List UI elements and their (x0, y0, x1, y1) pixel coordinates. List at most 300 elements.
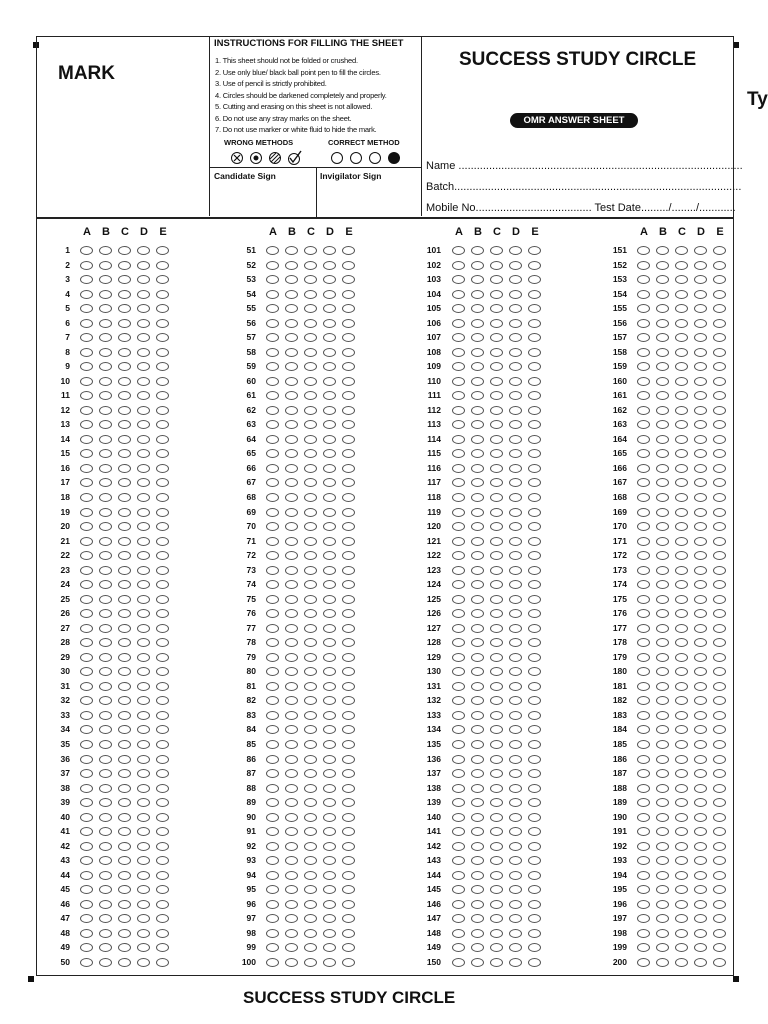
answer-bubble-186-a[interactable] (637, 755, 650, 764)
answer-bubble-92-b[interactable] (285, 842, 298, 851)
answer-bubble-133-e[interactable] (528, 711, 541, 720)
answer-bubble-140-d[interactable] (509, 813, 522, 822)
answer-bubble-102-a[interactable] (452, 261, 465, 270)
answer-bubble-146-e[interactable] (528, 900, 541, 909)
answer-bubble-200-d[interactable] (694, 958, 707, 967)
answer-bubble-20-a[interactable] (80, 522, 93, 531)
answer-bubble-53-b[interactable] (285, 275, 298, 284)
answer-bubble-92-e[interactable] (342, 842, 355, 851)
answer-bubble-158-d[interactable] (694, 348, 707, 357)
answer-bubble-121-c[interactable] (490, 537, 503, 546)
answer-bubble-68-c[interactable] (304, 493, 317, 502)
answer-bubble-142-b[interactable] (471, 842, 484, 851)
answer-bubble-25-d[interactable] (137, 595, 150, 604)
answer-bubble-40-d[interactable] (137, 813, 150, 822)
answer-bubble-54-c[interactable] (304, 290, 317, 299)
answer-bubble-125-b[interactable] (471, 595, 484, 604)
answer-bubble-129-a[interactable] (452, 653, 465, 662)
answer-bubble-103-c[interactable] (490, 275, 503, 284)
answer-bubble-162-e[interactable] (713, 406, 726, 415)
answer-bubble-179-c[interactable] (675, 653, 688, 662)
answer-bubble-177-b[interactable] (656, 624, 669, 633)
answer-bubble-119-a[interactable] (452, 508, 465, 517)
answer-bubble-150-c[interactable] (490, 958, 503, 967)
answer-bubble-170-b[interactable] (656, 522, 669, 531)
answer-bubble-118-d[interactable] (509, 493, 522, 502)
answer-bubble-18-c[interactable] (118, 493, 131, 502)
answer-bubble-36-e[interactable] (156, 755, 169, 764)
answer-bubble-21-d[interactable] (137, 537, 150, 546)
answer-bubble-158-e[interactable] (713, 348, 726, 357)
answer-bubble-29-e[interactable] (156, 653, 169, 662)
answer-bubble-10-c[interactable] (118, 377, 131, 386)
answer-bubble-73-b[interactable] (285, 566, 298, 575)
answer-bubble-114-e[interactable] (528, 435, 541, 444)
answer-bubble-194-a[interactable] (637, 871, 650, 880)
answer-bubble-196-a[interactable] (637, 900, 650, 909)
answer-bubble-20-c[interactable] (118, 522, 131, 531)
answer-bubble-12-d[interactable] (137, 406, 150, 415)
answer-bubble-60-c[interactable] (304, 377, 317, 386)
answer-bubble-52-b[interactable] (285, 261, 298, 270)
answer-bubble-81-e[interactable] (342, 682, 355, 691)
answer-bubble-183-e[interactable] (713, 711, 726, 720)
answer-bubble-98-c[interactable] (304, 929, 317, 938)
answer-bubble-152-c[interactable] (675, 261, 688, 270)
answer-bubble-6-b[interactable] (99, 319, 112, 328)
answer-bubble-98-e[interactable] (342, 929, 355, 938)
answer-bubble-198-b[interactable] (656, 929, 669, 938)
answer-bubble-12-b[interactable] (99, 406, 112, 415)
answer-bubble-75-e[interactable] (342, 595, 355, 604)
answer-bubble-29-d[interactable] (137, 653, 150, 662)
answer-bubble-140-c[interactable] (490, 813, 503, 822)
answer-bubble-175-c[interactable] (675, 595, 688, 604)
answer-bubble-200-e[interactable] (713, 958, 726, 967)
answer-bubble-42-c[interactable] (118, 842, 131, 851)
answer-bubble-100-d[interactable] (323, 958, 336, 967)
answer-bubble-75-a[interactable] (266, 595, 279, 604)
answer-bubble-38-c[interactable] (118, 784, 131, 793)
answer-bubble-190-e[interactable] (713, 813, 726, 822)
answer-bubble-142-e[interactable] (528, 842, 541, 851)
answer-bubble-100-a[interactable] (266, 958, 279, 967)
answer-bubble-110-e[interactable] (528, 377, 541, 386)
answer-bubble-21-e[interactable] (156, 537, 169, 546)
answer-bubble-129-c[interactable] (490, 653, 503, 662)
answer-bubble-125-d[interactable] (509, 595, 522, 604)
answer-bubble-94-d[interactable] (323, 871, 336, 880)
answer-bubble-35-d[interactable] (137, 740, 150, 749)
answer-bubble-102-c[interactable] (490, 261, 503, 270)
answer-bubble-151-c[interactable] (675, 246, 688, 255)
answer-bubble-186-c[interactable] (675, 755, 688, 764)
answer-bubble-131-a[interactable] (452, 682, 465, 691)
answer-bubble-31-c[interactable] (118, 682, 131, 691)
answer-bubble-179-a[interactable] (637, 653, 650, 662)
answer-bubble-121-d[interactable] (509, 537, 522, 546)
answer-bubble-153-d[interactable] (694, 275, 707, 284)
answer-bubble-164-d[interactable] (694, 435, 707, 444)
answer-bubble-56-b[interactable] (285, 319, 298, 328)
answer-bubble-8-b[interactable] (99, 348, 112, 357)
answer-bubble-66-d[interactable] (323, 464, 336, 473)
answer-bubble-138-b[interactable] (471, 784, 484, 793)
answer-bubble-16-c[interactable] (118, 464, 131, 473)
answer-bubble-83-b[interactable] (285, 711, 298, 720)
answer-bubble-66-e[interactable] (342, 464, 355, 473)
answer-bubble-62-c[interactable] (304, 406, 317, 415)
answer-bubble-19-e[interactable] (156, 508, 169, 517)
answer-bubble-153-e[interactable] (713, 275, 726, 284)
answer-bubble-123-a[interactable] (452, 566, 465, 575)
answer-bubble-190-c[interactable] (675, 813, 688, 822)
answer-bubble-1-a[interactable] (80, 246, 93, 255)
answer-bubble-4-e[interactable] (156, 290, 169, 299)
answer-bubble-85-b[interactable] (285, 740, 298, 749)
answer-bubble-10-a[interactable] (80, 377, 93, 386)
answer-bubble-171-c[interactable] (675, 537, 688, 546)
answer-bubble-18-a[interactable] (80, 493, 93, 502)
answer-bubble-136-a[interactable] (452, 755, 465, 764)
answer-bubble-160-d[interactable] (694, 377, 707, 386)
answer-bubble-8-e[interactable] (156, 348, 169, 357)
answer-bubble-19-d[interactable] (137, 508, 150, 517)
answer-bubble-156-b[interactable] (656, 319, 669, 328)
answer-bubble-64-c[interactable] (304, 435, 317, 444)
answer-bubble-151-d[interactable] (694, 246, 707, 255)
answer-bubble-56-d[interactable] (323, 319, 336, 328)
answer-bubble-127-b[interactable] (471, 624, 484, 633)
answer-bubble-170-e[interactable] (713, 522, 726, 531)
answer-bubble-123-d[interactable] (509, 566, 522, 575)
answer-bubble-48-a[interactable] (80, 929, 93, 938)
answer-bubble-181-d[interactable] (694, 682, 707, 691)
answer-bubble-100-b[interactable] (285, 958, 298, 967)
answer-bubble-90-e[interactable] (342, 813, 355, 822)
answer-bubble-171-e[interactable] (713, 537, 726, 546)
answer-bubble-148-c[interactable] (490, 929, 503, 938)
answer-bubble-119-c[interactable] (490, 508, 503, 517)
answer-bubble-54-a[interactable] (266, 290, 279, 299)
answer-bubble-104-b[interactable] (471, 290, 484, 299)
answer-bubble-125-c[interactable] (490, 595, 503, 604)
answer-bubble-188-d[interactable] (694, 784, 707, 793)
answer-bubble-77-a[interactable] (266, 624, 279, 633)
answer-bubble-136-b[interactable] (471, 755, 484, 764)
answer-bubble-160-b[interactable] (656, 377, 669, 386)
answer-bubble-8-a[interactable] (80, 348, 93, 357)
answer-bubble-127-a[interactable] (452, 624, 465, 633)
answer-bubble-18-b[interactable] (99, 493, 112, 502)
answer-bubble-106-c[interactable] (490, 319, 503, 328)
answer-bubble-25-e[interactable] (156, 595, 169, 604)
answer-bubble-166-c[interactable] (675, 464, 688, 473)
answer-bubble-25-c[interactable] (118, 595, 131, 604)
answer-bubble-183-c[interactable] (675, 711, 688, 720)
answer-bubble-112-a[interactable] (452, 406, 465, 415)
answer-bubble-154-a[interactable] (637, 290, 650, 299)
answer-bubble-166-d[interactable] (694, 464, 707, 473)
answer-bubble-144-b[interactable] (471, 871, 484, 880)
answer-bubble-12-e[interactable] (156, 406, 169, 415)
answer-bubble-48-d[interactable] (137, 929, 150, 938)
answer-bubble-35-a[interactable] (80, 740, 93, 749)
answer-bubble-68-a[interactable] (266, 493, 279, 502)
answer-bubble-81-c[interactable] (304, 682, 317, 691)
answer-bubble-200-c[interactable] (675, 958, 688, 967)
answer-bubble-23-a[interactable] (80, 566, 93, 575)
answer-bubble-73-e[interactable] (342, 566, 355, 575)
answer-bubble-136-e[interactable] (528, 755, 541, 764)
answer-bubble-131-c[interactable] (490, 682, 503, 691)
answer-bubble-20-d[interactable] (137, 522, 150, 531)
answer-bubble-6-d[interactable] (137, 319, 150, 328)
answer-bubble-110-a[interactable] (452, 377, 465, 386)
answer-bubble-114-d[interactable] (509, 435, 522, 444)
answer-bubble-70-b[interactable] (285, 522, 298, 531)
answer-bubble-29-a[interactable] (80, 653, 93, 662)
answer-bubble-200-b[interactable] (656, 958, 669, 967)
answer-bubble-192-d[interactable] (694, 842, 707, 851)
answer-bubble-21-b[interactable] (99, 537, 112, 546)
answer-bubble-116-b[interactable] (471, 464, 484, 473)
answer-bubble-171-b[interactable] (656, 537, 669, 546)
answer-bubble-175-e[interactable] (713, 595, 726, 604)
answer-bubble-46-b[interactable] (99, 900, 112, 909)
answer-bubble-27-b[interactable] (99, 624, 112, 633)
answer-bubble-144-a[interactable] (452, 871, 465, 880)
answer-bubble-56-a[interactable] (266, 319, 279, 328)
answer-bubble-62-a[interactable] (266, 406, 279, 415)
answer-bubble-168-e[interactable] (713, 493, 726, 502)
answer-bubble-169-a[interactable] (637, 508, 650, 517)
answer-bubble-144-c[interactable] (490, 871, 503, 880)
answer-bubble-198-e[interactable] (713, 929, 726, 938)
answer-bubble-175-a[interactable] (637, 595, 650, 604)
answer-bubble-35-c[interactable] (118, 740, 131, 749)
answer-bubble-153-b[interactable] (656, 275, 669, 284)
answer-bubble-190-b[interactable] (656, 813, 669, 822)
answer-bubble-177-c[interactable] (675, 624, 688, 633)
answer-bubble-118-c[interactable] (490, 493, 503, 502)
answer-bubble-162-c[interactable] (675, 406, 688, 415)
answer-bubble-177-e[interactable] (713, 624, 726, 633)
answer-bubble-148-d[interactable] (509, 929, 522, 938)
answer-bubble-103-d[interactable] (509, 275, 522, 284)
answer-bubble-94-c[interactable] (304, 871, 317, 880)
answer-bubble-79-c[interactable] (304, 653, 317, 662)
answer-bubble-92-d[interactable] (323, 842, 336, 851)
answer-bubble-108-a[interactable] (452, 348, 465, 357)
answer-bubble-3-c[interactable] (118, 275, 131, 284)
answer-bubble-125-a[interactable] (452, 595, 465, 604)
answer-bubble-36-a[interactable] (80, 755, 93, 764)
answer-bubble-86-e[interactable] (342, 755, 355, 764)
answer-bubble-169-d[interactable] (694, 508, 707, 517)
answer-bubble-68-d[interactable] (323, 493, 336, 502)
answer-bubble-16-b[interactable] (99, 464, 112, 473)
answer-bubble-168-c[interactable] (675, 493, 688, 502)
answer-bubble-4-d[interactable] (137, 290, 150, 299)
answer-bubble-44-c[interactable] (118, 871, 131, 880)
answer-bubble-58-d[interactable] (323, 348, 336, 357)
answer-bubble-127-d[interactable] (509, 624, 522, 633)
answer-bubble-90-b[interactable] (285, 813, 298, 822)
answer-bubble-71-a[interactable] (266, 537, 279, 546)
answer-bubble-104-c[interactable] (490, 290, 503, 299)
answer-bubble-118-b[interactable] (471, 493, 484, 502)
answer-bubble-21-c[interactable] (118, 537, 131, 546)
answer-bubble-19-a[interactable] (80, 508, 93, 517)
answer-bubble-168-a[interactable] (637, 493, 650, 502)
answer-bubble-58-e[interactable] (342, 348, 355, 357)
answer-bubble-129-b[interactable] (471, 653, 484, 662)
answer-bubble-138-c[interactable] (490, 784, 503, 793)
answer-bubble-60-b[interactable] (285, 377, 298, 386)
answer-bubble-90-d[interactable] (323, 813, 336, 822)
answer-bubble-31-d[interactable] (137, 682, 150, 691)
answer-bubble-88-b[interactable] (285, 784, 298, 793)
answer-bubble-108-b[interactable] (471, 348, 484, 357)
answer-bubble-148-a[interactable] (452, 929, 465, 938)
answer-bubble-101-d[interactable] (509, 246, 522, 255)
answer-bubble-103-e[interactable] (528, 275, 541, 284)
answer-bubble-123-c[interactable] (490, 566, 503, 575)
answer-bubble-152-b[interactable] (656, 261, 669, 270)
answer-bubble-123-e[interactable] (528, 566, 541, 575)
answer-bubble-173-c[interactable] (675, 566, 688, 575)
answer-bubble-53-d[interactable] (323, 275, 336, 284)
answer-bubble-104-a[interactable] (452, 290, 465, 299)
answer-bubble-86-d[interactable] (323, 755, 336, 764)
answer-bubble-129-d[interactable] (509, 653, 522, 662)
answer-bubble-118-e[interactable] (528, 493, 541, 502)
answer-bubble-64-d[interactable] (323, 435, 336, 444)
answer-bubble-79-b[interactable] (285, 653, 298, 662)
answer-bubble-21-a[interactable] (80, 537, 93, 546)
answer-bubble-81-a[interactable] (266, 682, 279, 691)
answer-bubble-88-a[interactable] (266, 784, 279, 793)
answer-bubble-188-a[interactable] (637, 784, 650, 793)
answer-bubble-62-b[interactable] (285, 406, 298, 415)
answer-bubble-164-e[interactable] (713, 435, 726, 444)
answer-bubble-119-e[interactable] (528, 508, 541, 517)
answer-bubble-169-b[interactable] (656, 508, 669, 517)
answer-bubble-96-c[interactable] (304, 900, 317, 909)
answer-bubble-90-a[interactable] (266, 813, 279, 822)
answer-bubble-164-b[interactable] (656, 435, 669, 444)
answer-bubble-36-d[interactable] (137, 755, 150, 764)
answer-bubble-112-b[interactable] (471, 406, 484, 415)
answer-bubble-185-d[interactable] (694, 740, 707, 749)
answer-bubble-83-d[interactable] (323, 711, 336, 720)
answer-bubble-29-c[interactable] (118, 653, 131, 662)
answer-bubble-162-d[interactable] (694, 406, 707, 415)
answer-bubble-70-e[interactable] (342, 522, 355, 531)
answer-bubble-101-e[interactable] (528, 246, 541, 255)
answer-bubble-196-b[interactable] (656, 900, 669, 909)
answer-bubble-1-b[interactable] (99, 246, 112, 255)
answer-bubble-98-d[interactable] (323, 929, 336, 938)
answer-bubble-88-e[interactable] (342, 784, 355, 793)
answer-bubble-92-a[interactable] (266, 842, 279, 851)
answer-bubble-70-c[interactable] (304, 522, 317, 531)
answer-bubble-114-c[interactable] (490, 435, 503, 444)
answer-bubble-142-c[interactable] (490, 842, 503, 851)
answer-bubble-60-d[interactable] (323, 377, 336, 386)
answer-bubble-98-a[interactable] (266, 929, 279, 938)
answer-bubble-8-d[interactable] (137, 348, 150, 357)
answer-bubble-138-e[interactable] (528, 784, 541, 793)
answer-bubble-144-e[interactable] (528, 871, 541, 880)
answer-bubble-169-c[interactable] (675, 508, 688, 517)
answer-bubble-3-b[interactable] (99, 275, 112, 284)
answer-bubble-179-b[interactable] (656, 653, 669, 662)
answer-bubble-52-c[interactable] (304, 261, 317, 270)
answer-bubble-54-b[interactable] (285, 290, 298, 299)
answer-bubble-116-e[interactable] (528, 464, 541, 473)
answer-bubble-33-b[interactable] (99, 711, 112, 720)
answer-bubble-2-a[interactable] (80, 261, 93, 270)
answer-bubble-192-b[interactable] (656, 842, 669, 851)
answer-bubble-186-d[interactable] (694, 755, 707, 764)
answer-bubble-160-a[interactable] (637, 377, 650, 386)
answer-bubble-1-c[interactable] (118, 246, 131, 255)
answer-bubble-33-c[interactable] (118, 711, 131, 720)
answer-bubble-68-e[interactable] (342, 493, 355, 502)
answer-bubble-183-d[interactable] (694, 711, 707, 720)
answer-bubble-27-c[interactable] (118, 624, 131, 633)
answer-bubble-85-c[interactable] (304, 740, 317, 749)
answer-bubble-58-b[interactable] (285, 348, 298, 357)
answer-bubble-169-e[interactable] (713, 508, 726, 517)
answer-bubble-138-d[interactable] (509, 784, 522, 793)
answer-bubble-10-d[interactable] (137, 377, 150, 386)
answer-bubble-75-b[interactable] (285, 595, 298, 604)
answer-bubble-71-b[interactable] (285, 537, 298, 546)
answer-bubble-194-c[interactable] (675, 871, 688, 880)
answer-bubble-190-d[interactable] (694, 813, 707, 822)
answer-bubble-106-d[interactable] (509, 319, 522, 328)
answer-bubble-152-e[interactable] (713, 261, 726, 270)
answer-bubble-194-b[interactable] (656, 871, 669, 880)
answer-bubble-2-d[interactable] (137, 261, 150, 270)
answer-bubble-194-e[interactable] (713, 871, 726, 880)
answer-bubble-146-b[interactable] (471, 900, 484, 909)
answer-bubble-194-d[interactable] (694, 871, 707, 880)
answer-bubble-10-b[interactable] (99, 377, 112, 386)
answer-bubble-85-d[interactable] (323, 740, 336, 749)
answer-bubble-160-c[interactable] (675, 377, 688, 386)
answer-bubble-50-a[interactable] (80, 958, 93, 967)
answer-bubble-48-c[interactable] (118, 929, 131, 938)
answer-bubble-81-d[interactable] (323, 682, 336, 691)
answer-bubble-173-e[interactable] (713, 566, 726, 575)
answer-bubble-135-d[interactable] (509, 740, 522, 749)
answer-bubble-96-a[interactable] (266, 900, 279, 909)
answer-bubble-88-d[interactable] (323, 784, 336, 793)
answer-bubble-153-a[interactable] (637, 275, 650, 284)
answer-bubble-94-a[interactable] (266, 871, 279, 880)
answer-bubble-186-e[interactable] (713, 755, 726, 764)
answer-bubble-33-d[interactable] (137, 711, 150, 720)
answer-bubble-75-c[interactable] (304, 595, 317, 604)
answer-bubble-19-c[interactable] (118, 508, 131, 517)
answer-bubble-198-c[interactable] (675, 929, 688, 938)
answer-bubble-52-a[interactable] (266, 261, 279, 270)
answer-bubble-81-b[interactable] (285, 682, 298, 691)
